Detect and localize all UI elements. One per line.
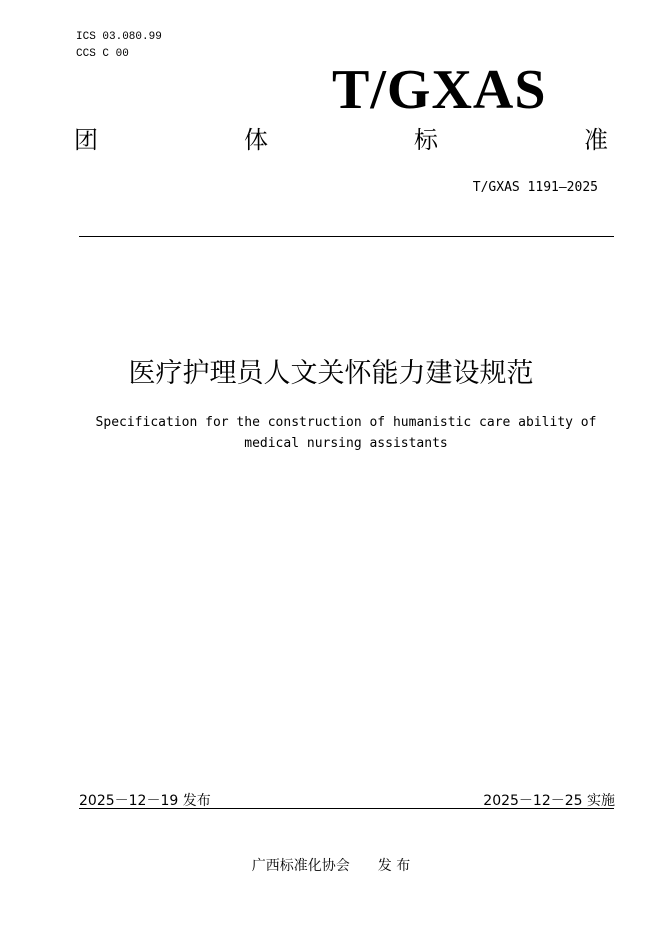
standard-type-char: 标: [414, 126, 438, 154]
standard-type-char: 体: [244, 126, 268, 154]
bottom-divider: [79, 808, 614, 809]
standard-logo: T/GXAS: [332, 59, 547, 121]
issuer-line: [0, 855, 662, 875]
ccs-code: CCS C 00: [76, 48, 129, 60]
implement-date: 2025－12－25 实施: [483, 793, 615, 809]
standard-type-char: 团: [74, 126, 98, 154]
issuer-name: 广西标准化协会: [251, 858, 350, 874]
top-divider: [79, 236, 614, 237]
title-english: Specification for the construction of humanistic care ability of medical nursing assistants: [95, 415, 597, 451]
ics-code: ICS 03.080.99: [76, 31, 162, 43]
standard-type-heading: [74, 128, 608, 152]
title-chinese: 医疗护理员人文关怀能力建设规范: [128, 358, 534, 389]
standard-number: T/GXAS 1191—2025: [472, 180, 598, 195]
standard-type-char: 准: [584, 126, 608, 154]
issue-label: 发 布: [377, 858, 411, 874]
publish-date: 2025－12－19 发布: [79, 793, 211, 809]
